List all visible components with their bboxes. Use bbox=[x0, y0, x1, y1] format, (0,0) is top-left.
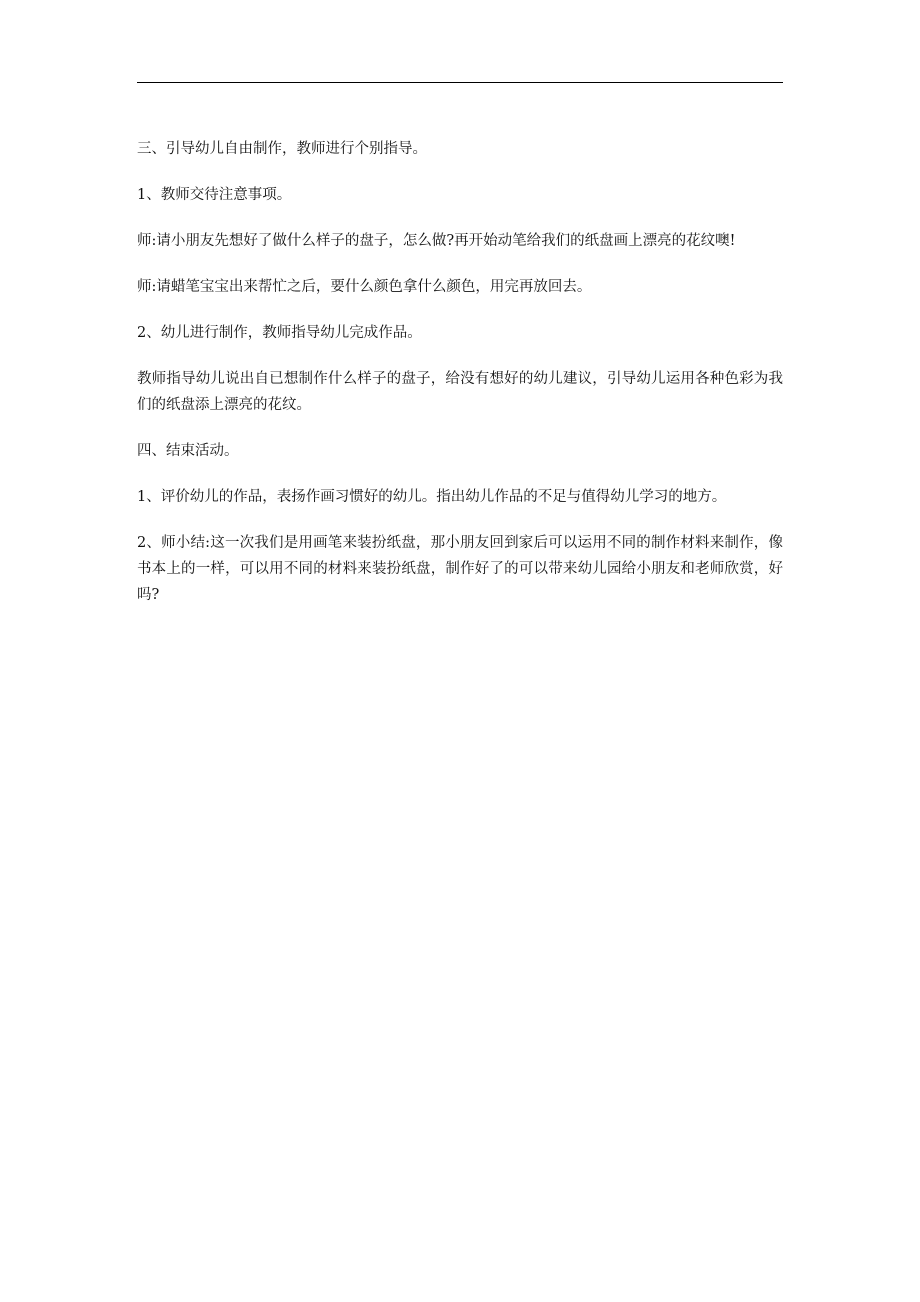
section-heading-4: 四、结束活动。 bbox=[137, 443, 239, 459]
header-rule bbox=[137, 82, 783, 83]
step-paragraph: 2、师小结:这一次我们是用画笔来装扮纸盘，那小朋友回到家后可以运用不同的制作材料来制作，像书本上的一样，可以用不同的材料来装扮纸盘，制作好了的可以带来幼儿园给小朋友和老师欣赏，好吗? bbox=[137, 535, 783, 603]
document-body bbox=[137, 136, 783, 628]
step-paragraph: 1、评价幼儿的作品，表扬作画习惯好的幼儿。指出幼儿作品的不足与值得幼儿学习的地方。 bbox=[137, 489, 727, 505]
section-heading-3: 三、引导幼儿自由制作，教师进行个别指导。 bbox=[137, 141, 427, 157]
step-heading: 1、教师交待注意事项。 bbox=[137, 187, 292, 203]
body-paragraph: 教师指导幼儿说出自已想制作什么样子的盘子，给没有想好的幼儿建议，引导幼儿运用各种色彩为我们的纸盘添上漂亮的花纹。 bbox=[137, 371, 783, 413]
step-heading: 2、幼儿进行制作，教师指导幼儿完成作品。 bbox=[137, 325, 422, 341]
teacher-instruction: 师:请小朋友先想好了做什么样子的盘子，怎么做?再开始动笔给我们的纸盘画上漂亮的花纹噢! bbox=[137, 233, 736, 249]
teacher-instruction: 师:请蜡笔宝宝出来帮忙之后，要什么颜色拿什么颜色，用完再放回去。 bbox=[137, 279, 592, 295]
